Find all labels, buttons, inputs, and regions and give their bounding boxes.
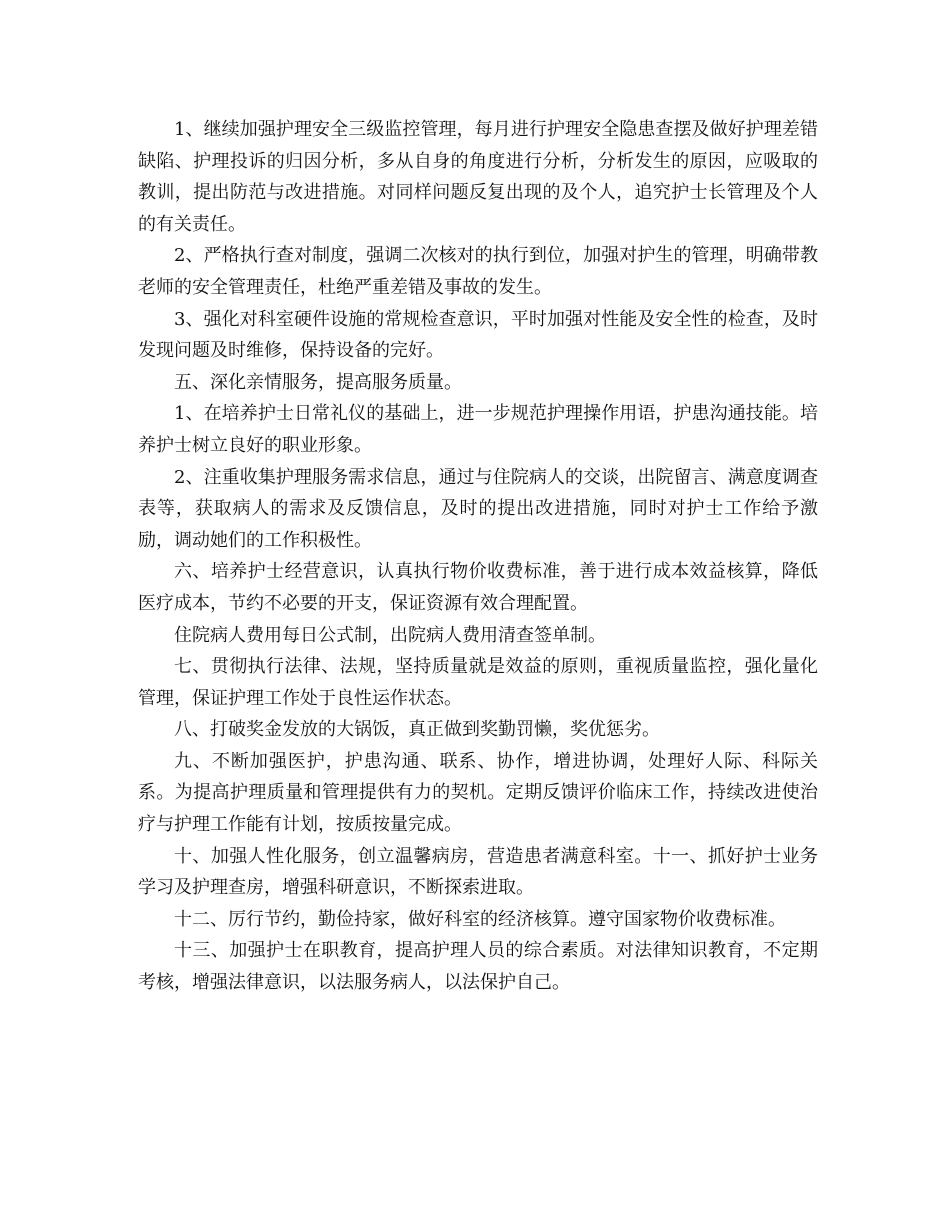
paragraph-3: 3、强化对科室硬件设施的常规检查意识，平时加强对性能及安全性的检查，及时发现问题及时维修，保持设备的完好。 xyxy=(138,308,818,362)
section-heading-9: 九、不断加强医护，护患沟通、联系、协作，增进协调，处理好人际、科际关系。为提高护理质量和管理提供有力的契机。定期反馈评价临床工作，持续改进使治疗与护理工作能有计划，按质按量完成。 xyxy=(138,750,818,836)
section-heading-12: 十二、厉行节约，勤俭持家，做好科室的经济核算。遵守国家物价收费标准。 xyxy=(174,908,786,930)
section-heading-13: 十三、加强护士在职教育，提高护理人员的综合素质。对法律知识教育，不定期考核，增强法律意识，以法服务病人，以法保护自己。 xyxy=(138,940,818,994)
paragraph-8: 住院病人费用每日公式制，出院病人费用清查签单制。 xyxy=(174,624,606,646)
paragraph-1: 1、继续加强护理安全三级监控管理，每月进行护理安全隐患查摆及做好护理差错缺陷、护理投诉的归因分析，多从自身的角度进行分析，分析发生的原因，应吸取的教训，提出防范与改进措施。对同样问题反复出现的及个人，追究护士长管理及个人的有关责任。 xyxy=(138,119,818,235)
section-heading-5: 五、深化亲情服务，提高服务质量。 xyxy=(174,371,462,393)
paragraph-6: 2、注重收集护理服务需求信息，通过与住院病人的交谈，出院留言、满意度调查表等，获取病人的需求及反馈信息，及时的提出改进措施，同时对护士工作给予激励，调动她们的工作积极性。 xyxy=(138,466,818,551)
section-heading-6: 六、培养护士经营意识，认真执行物价收费标准，善于进行成本效益核算，降低医疗成本，节约不必要的开支，保证资源有效合理配置。 xyxy=(138,561,818,614)
section-heading-7: 七、贯彻执行法律、法规，坚持质量就是效益的原则，重视质量监控，强化量化管理，保证护理工作处于良性运作状态。 xyxy=(138,656,818,709)
paragraph-5: 1、在培养护士日常礼仪的基础上，进一步规范护理操作用语，护患沟通技能。培养护士树立良好的职业形象。 xyxy=(138,403,818,456)
paragraph-2: 2、严格执行查对制度，强调二次核对的执行到位，加强对护生的管理，明确带教老师的安全管理责任，杜绝严重差错及事故的发生。 xyxy=(138,245,818,298)
document-body xyxy=(138,114,818,999)
section-heading-10: 十、加强人性化服务，创立温馨病房，营造患者满意科室。十一、抓好护士业务学习及护理查房，增强科研意识，不断探索进取。 xyxy=(138,845,818,899)
section-heading-8: 八、打破奖金发放的大锅饭，真正做到奖勤罚懒，奖优惩劣。 xyxy=(174,719,660,741)
